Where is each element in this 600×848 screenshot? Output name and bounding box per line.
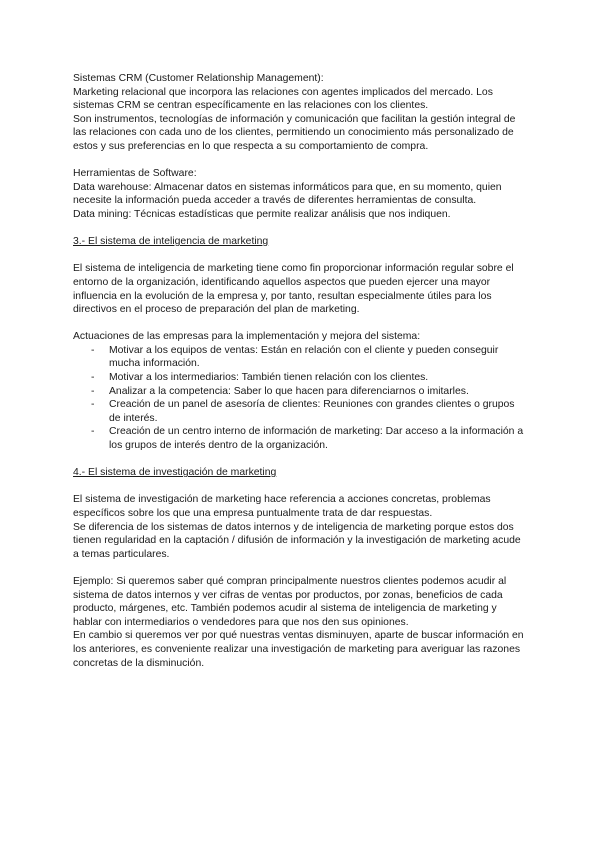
tools-data-mining: Data mining: Técnicas estadísticas que permite realizar análisis que nos indiquen. [73,208,451,220]
crm-title: Sistemas CRM (Customer Relationship Management): [73,73,324,84]
section-3-actions-title: Actuaciones de las empresas para la implementación y mejora del sistema: [73,331,421,343]
actions-list [73,344,528,453]
list-item: - Motivar a los intermediarios: También tienen relación con los clientes. [91,371,528,385]
crm-paragraph-2: Son instrumentos, tecnologías de información y comunicación que facilitan la gestión integral de las relaciones con cada uno de los clientes, permitiendo un conocimiento más personalizado de estos y sus preferencias en lo que respecta a su comportamiento de compra. [73,113,516,152]
crm-paragraph-1: Marketing relacional que incorpora las relaciones con agentes implicados del mercado. Los sistemas CRM se centran específicamente en las relaciones con los clientes. [73,86,493,112]
section-4-example-2: En cambio si queremos ver por qué nuestras ventas disminuyen, aparte de buscar información en los anteriores, es conveniente realizar una investigación de marketing para averiguar las razones concretas de la disminución. [73,630,524,669]
list-item: - Creación de un panel de asesoría de clientes: Reuniones con grandes clientes o grupos de interés. [91,398,528,425]
tools-title: Herramientas de Software: [73,168,197,180]
section-4-paragraph-2: Se diferencia de los sistemas de datos internos y de inteligencia de marketing porque estos dos tienen regularidad en la captación / difusión de información y la investigación de marketing acude a temas particulares. [73,521,521,560]
list-item: - Analizar a la competencia: Saber lo que hacen para diferenciarnos o imitarles. [91,385,528,399]
tools-data-warehouse: Data warehouse: Almacenar datos en sistemas informáticos para que, en su momento, quien necesite la información pueda acceder a través de diferentes herramientas de consulta. [73,181,502,207]
section-4-heading: 4.- El sistema de investigación de marketing [73,467,277,479]
section-3-heading: 3.- El sistema de inteligencia de marketing [73,236,269,248]
section-4-example-1: Ejemplo: Si queremos saber qué compran principalmente nuestros clientes podemos acudir al sistema de datos internos y ver cifras de ventas por productos, por zonas, beneficios de cada producto, márgenes, etc. También podemos acudir al sistema de inteligencia de marketing y hablar con intermediarios o vendedores para que nos den sus opiniones. [73,575,507,628]
list-item: - Motivar a los equipos de ventas: Están en relación con el cliente y pueden conseguir mucha información. [91,344,528,371]
section-4-paragraph-1: El sistema de investigación de marketing hace referencia a acciones concretas, problemas específicos sobre los que una empresa puntualmente trata de dar respuestas. [73,494,491,519]
list-item: - Creación de un centro interno de información de marketing: Dar acceso a la información a los grupos de interés dentro de la organización. [91,425,528,452]
section-3-intro: El sistema de inteligencia de marketing tiene como fin proporcionar información regular sobre el entorno de la organización, identificando aquellos aspectos que pueden ejercer una mayor influencia en la evolución de la empresa y, por tanto, resultan especialmente útiles para los directivos en el proceso de preparación del plan de marketing. [73,263,514,316]
